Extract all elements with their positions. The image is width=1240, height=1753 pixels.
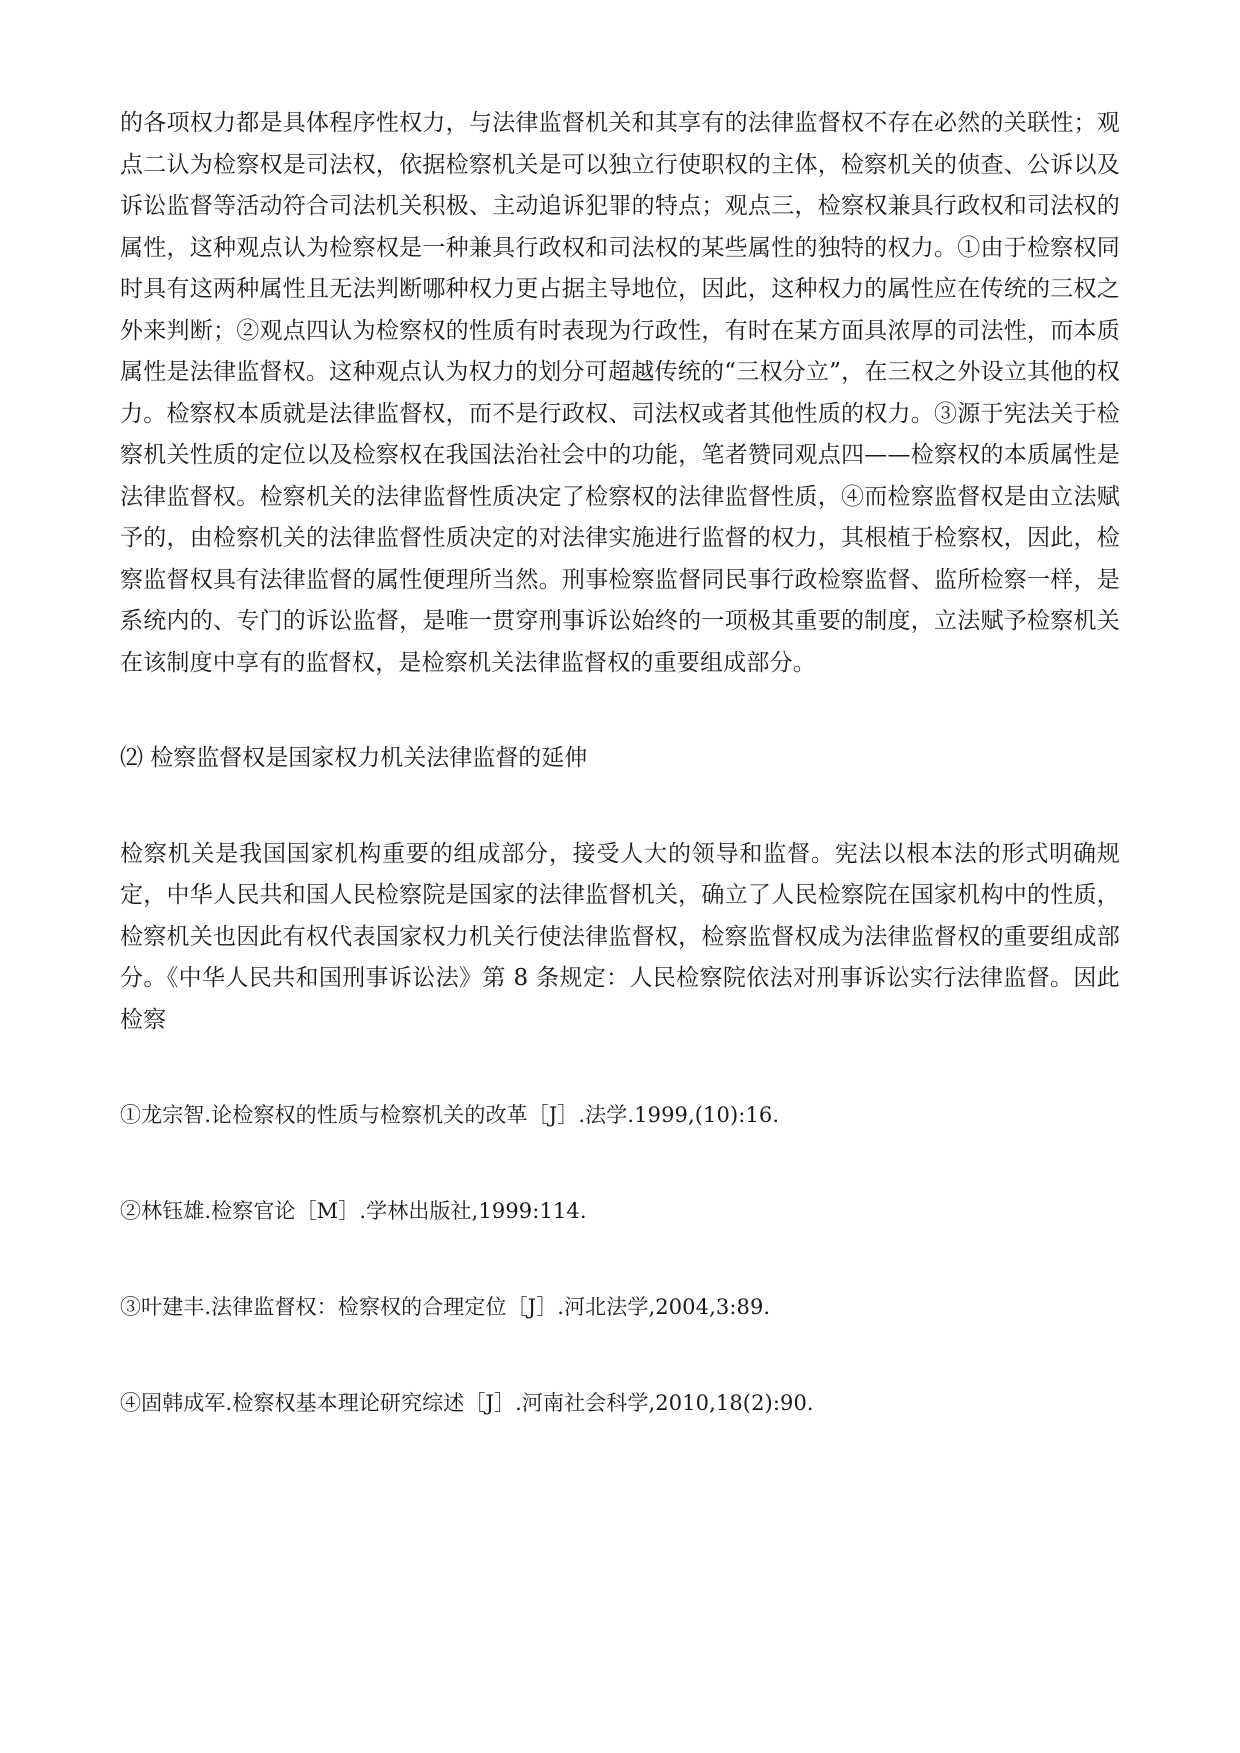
document-page xyxy=(120,103,1120,1479)
footnote-3: ③叶建丰.法律监督权：检察权的合理定位［J］.河北法学,2004,3:89. xyxy=(120,1295,771,1319)
section-heading: ⑵ 检察监督权是国家权力机关法律监督的延伸 xyxy=(120,745,588,771)
body-paragraph-2: 检察机关是我国国家机构重要的组成部分，接受人大的领导和监督。宪法以根本法的形式明确规定，中华人民共和国人民检察院是国家的法律监督机关，确立了人民检察院在国家机构中的性质，检察机关也因此有权代表国家权力机关行使法律监督权，检察监督权成为法律监督权的重要组成部分。《中华人民共和国刑事诉讼法》第 8 条规定：人民检察院依法对刑事诉讼实行法律监督。因此检察 xyxy=(120,840,1120,1033)
footnote-1: ①龙宗智.论检察权的性质与检察机关的改革［J］.法学.1999,(10):16. xyxy=(120,1103,780,1127)
footnotes xyxy=(120,1095,1120,1423)
footnote-4: ④固韩成军.检察权基本理论研究综述［J］.河南社会科学,2010,18(2):90. xyxy=(120,1391,814,1415)
body-paragraph-1: 的各项权力都是具体程序性权力，与法律监督机关和其享有的法律监督权不存在必然的关联性；观点二认为检察权是司法权，依据检察机关是可以独立行使职权的主体，检察机关的侦查、公诉以及诉讼监督等活动符合司法机关积极、主动追诉犯罪的特点；观点三，检察权兼具行政权和司法权的属性，这种观点认为检察权是一种兼具行政权和司法权的某些属性的独特的权力。①由于检察权同时具有这两种属性且无法判断哪种权力更占据主导地位，因此，这种权力的属性应在传统的三权之外来判断；②观点四认为检察权的性质有时表现为行政性，有时在某方面具浓厚的司法性，而本质属性是法律监督权。这种观点认为权力的划分可超越传统的“三权分立”，在三权之外设立其他的权力。检察权本质就是法律监督权，而不是行政权、司法权或者其他性质的权力。③源于宪法关于检察机关性质的定位以及检察权在我国法治社会中的功能，笔者赞同观点四——检察权的本质属性是法律监督权。检察机关的法律监督性质决定了检察权的法律监督性质，④而检察监督权是由立法赋予的，由检察机关的法律监督性质决定的对法律实施进行监督的权力，其根植于检察权，因此，检察监督权具有法律监督的属性便理所当然。刑事检察监督同民事行政检察监督、监所检察一样，是系统内的、专门的诉讼监督，是唯一贯穿刑事诉讼始终的一项极其重要的制度，立法赋予检察机关在该制度中享有的监督权，是检察机关法律监督权的重要组成部分。 xyxy=(120,110,1120,676)
footnote-2: ②林钰雄.检察官论［M］.学林出版社,1999:114. xyxy=(120,1199,587,1223)
